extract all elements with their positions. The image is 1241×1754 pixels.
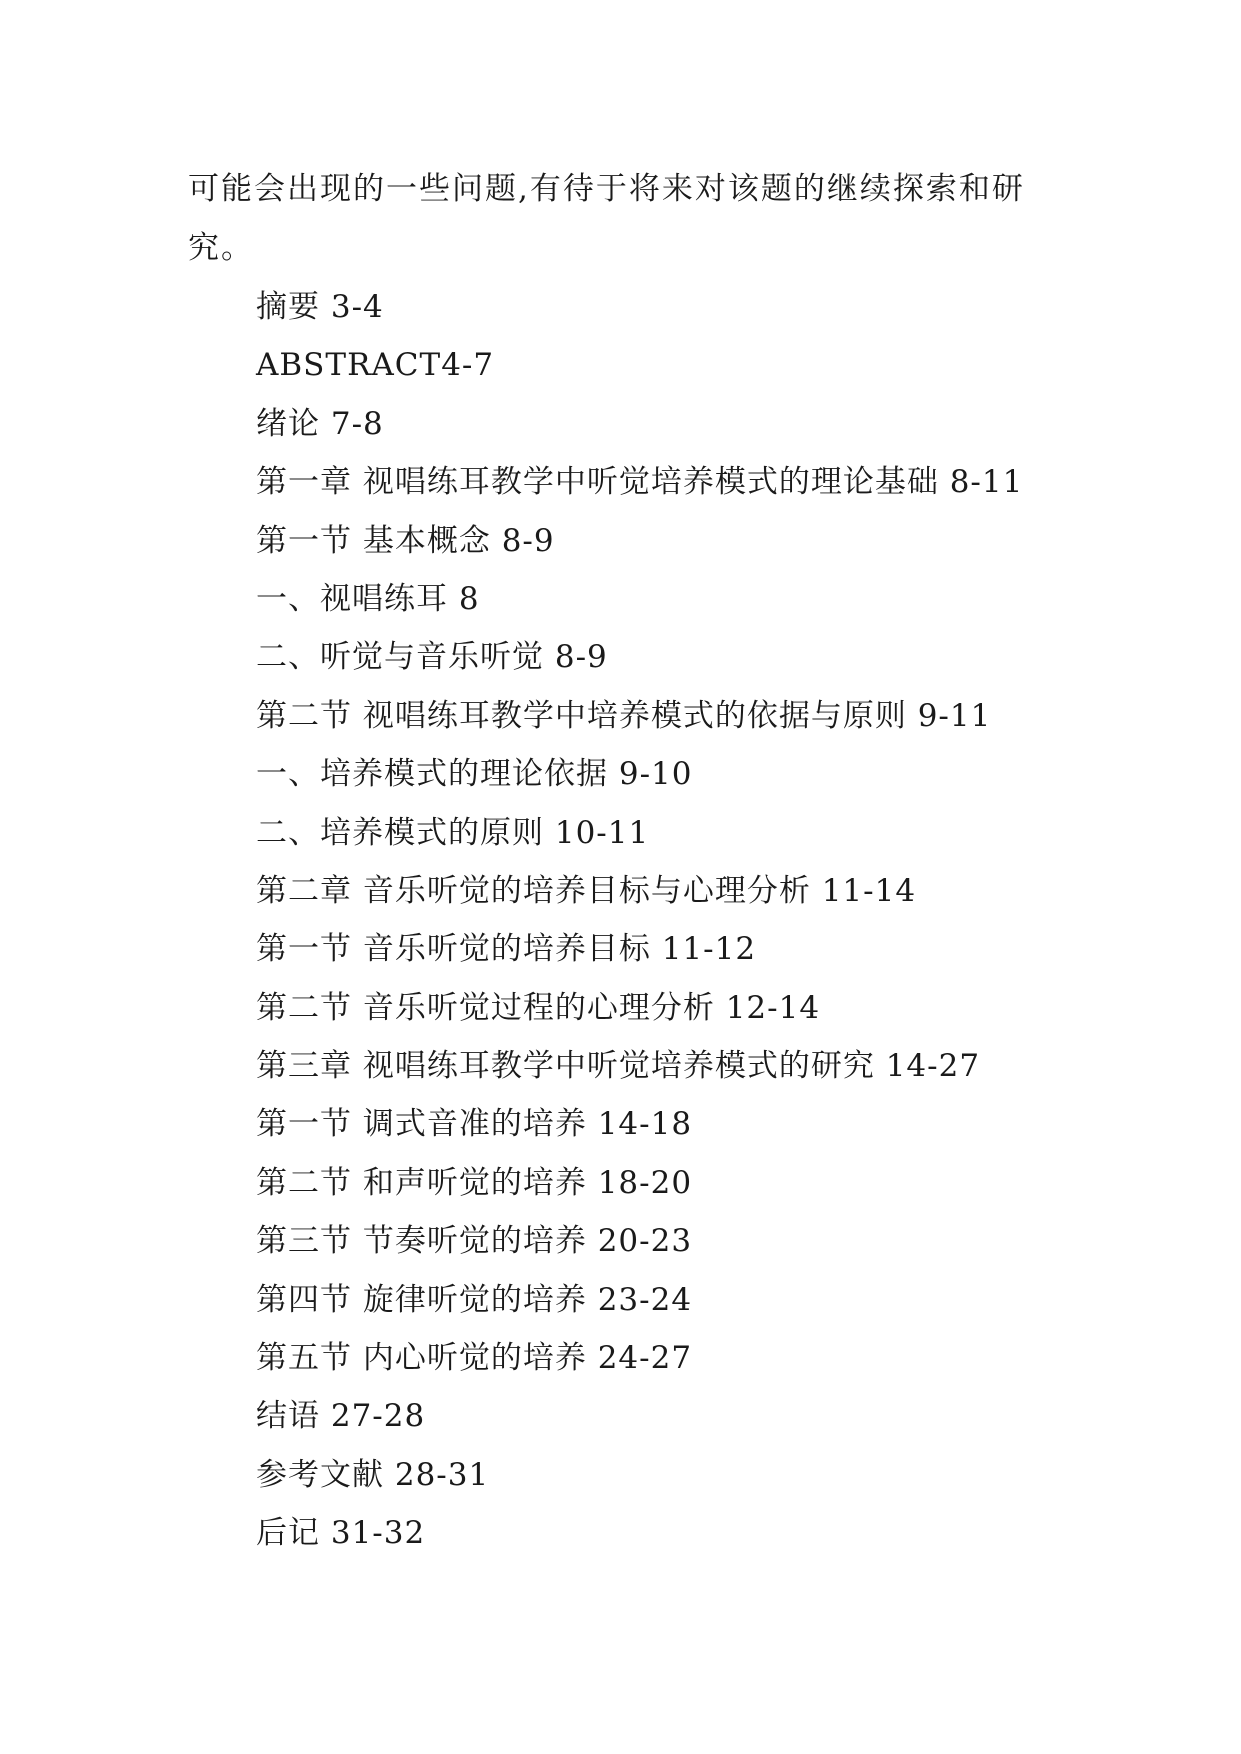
toc-entry: ABSTRACT4-7 xyxy=(256,347,495,384)
toc-entry: 参考文献 28-31 xyxy=(256,1456,490,1493)
intro-paragraph: 可能会出现的一些问题,有待于将来对该题的继续探索和研究。 xyxy=(188,171,1025,266)
toc-entry: 二、培养模式的原则 10-11 xyxy=(256,814,650,851)
toc-entry: 摘要 3-4 xyxy=(256,289,384,325)
toc-entry: 第二章 音乐听觉的培养目标与心理分析 11-14 xyxy=(256,872,917,909)
toc-entry: 二、听觉与音乐听觉 8-9 xyxy=(256,639,608,676)
toc-entry: 一、视唱练耳 8 xyxy=(256,580,480,617)
table-of-contents xyxy=(256,278,1023,1563)
toc-entry: 第一节 音乐听觉的培养目标 11-12 xyxy=(256,931,757,968)
toc-entry: 一、培养模式的理论依据 9-10 xyxy=(256,756,693,793)
toc-entry: 第一节 调式音准的培养 14-18 xyxy=(256,1106,693,1143)
toc-entry: 第三节 节奏听觉的培养 20-23 xyxy=(256,1223,693,1260)
toc-entry: 结语 27-28 xyxy=(256,1398,426,1435)
toc-entry: 第二节 音乐听觉过程的心理分析 12-14 xyxy=(256,989,821,1026)
toc-entry: 绪论 7-8 xyxy=(256,405,384,442)
toc-entry: 第一章 视唱练耳教学中听觉培养模式的理论基础 8-11 xyxy=(256,464,1024,501)
toc-entry: 第五节 内心听觉的培养 24-27 xyxy=(256,1340,693,1377)
toc-entry: 第二节 和声听觉的培养 18-20 xyxy=(256,1164,693,1201)
toc-entry: 后记 31-32 xyxy=(256,1515,426,1552)
toc-entry: 第一节 基本概念 8-9 xyxy=(256,522,555,559)
toc-entry: 第二节 视唱练耳教学中培养模式的依据与原则 9-11 xyxy=(256,697,992,734)
toc-entry: 第三章 视唱练耳教学中听觉培养模式的研究 14-27 xyxy=(256,1048,981,1085)
toc-entry: 第四节 旋律听觉的培养 23-24 xyxy=(256,1281,693,1318)
